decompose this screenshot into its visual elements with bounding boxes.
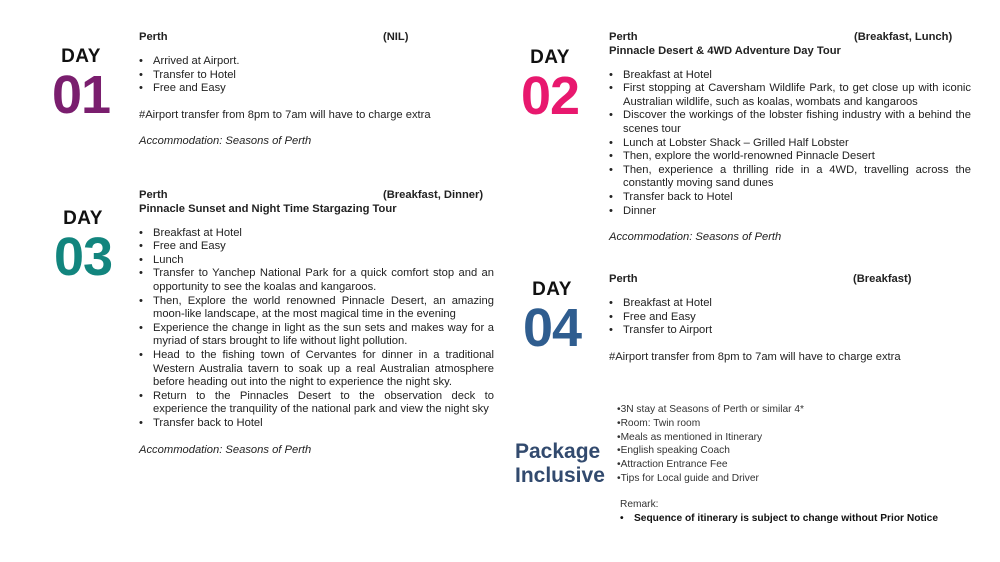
- day-02-details: [609, 31, 971, 245]
- accommodation: Accommodation: Seasons of Perth: [139, 135, 312, 148]
- list-item: • Lunch: [139, 254, 494, 268]
- day-03-badge: [43, 209, 123, 285]
- list-item: • Experience the change in light as the sun sets and makes way for a myriad of stars brought to life without light pollution.: [139, 322, 494, 349]
- list-item: •Meals as mentioned in Itinerary: [617, 431, 763, 443]
- day-meals: (Breakfast, Dinner): [383, 189, 484, 201]
- day-label: DAY: [63, 208, 103, 229]
- accommodation: Accommodation: Seasons of Perth: [609, 231, 782, 244]
- day-number: 02: [520, 66, 580, 126]
- day-label: DAY: [532, 279, 572, 300]
- package-inclusive-title: [515, 440, 605, 488]
- list-item: • Then, explore the world-renowned Pinnacle Desert: [609, 150, 971, 164]
- accommodation: Accommodation: Seasons of Perth: [139, 443, 312, 456]
- day-location: Perth: [609, 273, 638, 285]
- day-04-details: [609, 273, 949, 364]
- day-number: 01: [51, 65, 111, 125]
- day-header: [139, 189, 494, 203]
- list-item: • First stopping at Caversham Wildlife Park, to get close up with iconic Australian wildlife, such as koalas, wombats and kangaroos: [609, 82, 971, 109]
- package-title-line1: Package: [515, 440, 601, 463]
- list-item: • Transfer back to Hotel: [609, 191, 971, 205]
- list-item: • Head to the fishing town of Cervantes for dinner in a traditional Western Australia tavern to soak up a real Australian atmosphere before heading out into the night to experience the night sky.: [139, 349, 494, 390]
- tour-title: Pinnacle Desert & 4WD Adventure Day Tour: [609, 45, 841, 57]
- list-item: • Free and Easy: [139, 240, 494, 254]
- package-inclusions-list: [617, 403, 804, 486]
- day-number: 04: [522, 298, 582, 358]
- day-location: Perth: [139, 189, 168, 201]
- day-location: Perth: [609, 31, 638, 43]
- remark-label: Remark:: [620, 499, 659, 510]
- day-meals: (NIL): [383, 31, 409, 43]
- list-item: •Room: Twin room: [617, 417, 701, 429]
- package-title-line2: Inclusive: [515, 464, 605, 487]
- remark-bullet: •: [620, 513, 624, 524]
- list-item: • Then, Explore the world renowned Pinnacle Desert, an amazing moon-like landscape, at the most magical time in the evening: [139, 295, 494, 322]
- list-item: • Free and Easy: [609, 311, 949, 325]
- list-item: •Tips for Local guide and Driver: [617, 472, 759, 484]
- day-activity-list: [139, 227, 494, 431]
- list-item: •Attraction Entrance Fee: [617, 459, 728, 471]
- list-item: • Dinner: [609, 205, 971, 219]
- list-item: • Lunch at Lobster Shack – Grilled Half Lobster: [609, 137, 971, 151]
- day-header: [609, 273, 949, 287]
- list-item: • Return to the Pinnacles Desert to the observation deck to experience the tranquility of the national park and view the night sky: [139, 390, 494, 417]
- list-item: • Then, experience a thrilling ride in a 4WD, travelling across the constantly moving sand dunes: [609, 164, 971, 191]
- day-activity-list: [609, 69, 971, 219]
- remark-item: [620, 513, 938, 524]
- tour-title: Pinnacle Sunset and Night Time Stargazing Tour: [139, 203, 397, 215]
- list-item: • Arrived at Airport.: [139, 55, 479, 69]
- list-item: • Transfer back to Hotel: [139, 417, 494, 431]
- airport-transfer-note: #Airport transfer from 8pm to 7am will have to charge extra: [609, 350, 901, 363]
- day-meals: (Breakfast, Lunch): [854, 31, 953, 43]
- day-01-details: [139, 31, 479, 149]
- day-label: DAY: [61, 46, 101, 67]
- day-location: Perth: [139, 31, 168, 43]
- day-02-badge: [510, 48, 590, 124]
- day-label: DAY: [530, 47, 570, 68]
- airport-transfer-note: #Airport transfer from 8pm to 7am will have to charge extra: [139, 108, 431, 121]
- list-item: •English speaking Coach: [617, 445, 730, 457]
- day-04-badge: [512, 280, 592, 356]
- day-header: [139, 31, 479, 45]
- day-meals: (Breakfast): [853, 273, 912, 285]
- list-item: • Discover the workings of the lobster fishing industry with a behind the scenes tour: [609, 109, 971, 136]
- list-item: • Free and Easy: [139, 82, 479, 96]
- day-01-badge: [41, 47, 121, 123]
- list-item: •3N stay at Seasons of Perth or similar 4*: [617, 404, 805, 415]
- list-item: • Breakfast at Hotel: [609, 69, 971, 83]
- day-03-details: [139, 189, 494, 457]
- list-item: • Breakfast at Hotel: [139, 227, 494, 241]
- day-number: 03: [53, 227, 113, 287]
- list-item: • Transfer to Yanchep National Park for a quick comfort stop and an opportunity to see the koalas and kangaroos.: [139, 267, 494, 294]
- day-activity-list: [609, 297, 949, 338]
- remark-text: Sequence of itinerary is subject to change without Prior Notice: [634, 513, 938, 524]
- day-activity-list: [139, 55, 479, 96]
- day-header: [609, 31, 971, 45]
- list-item: • Transfer to Airport: [609, 324, 949, 338]
- list-item: • Breakfast at Hotel: [609, 297, 949, 311]
- list-item: • Transfer to Hotel: [139, 69, 479, 83]
